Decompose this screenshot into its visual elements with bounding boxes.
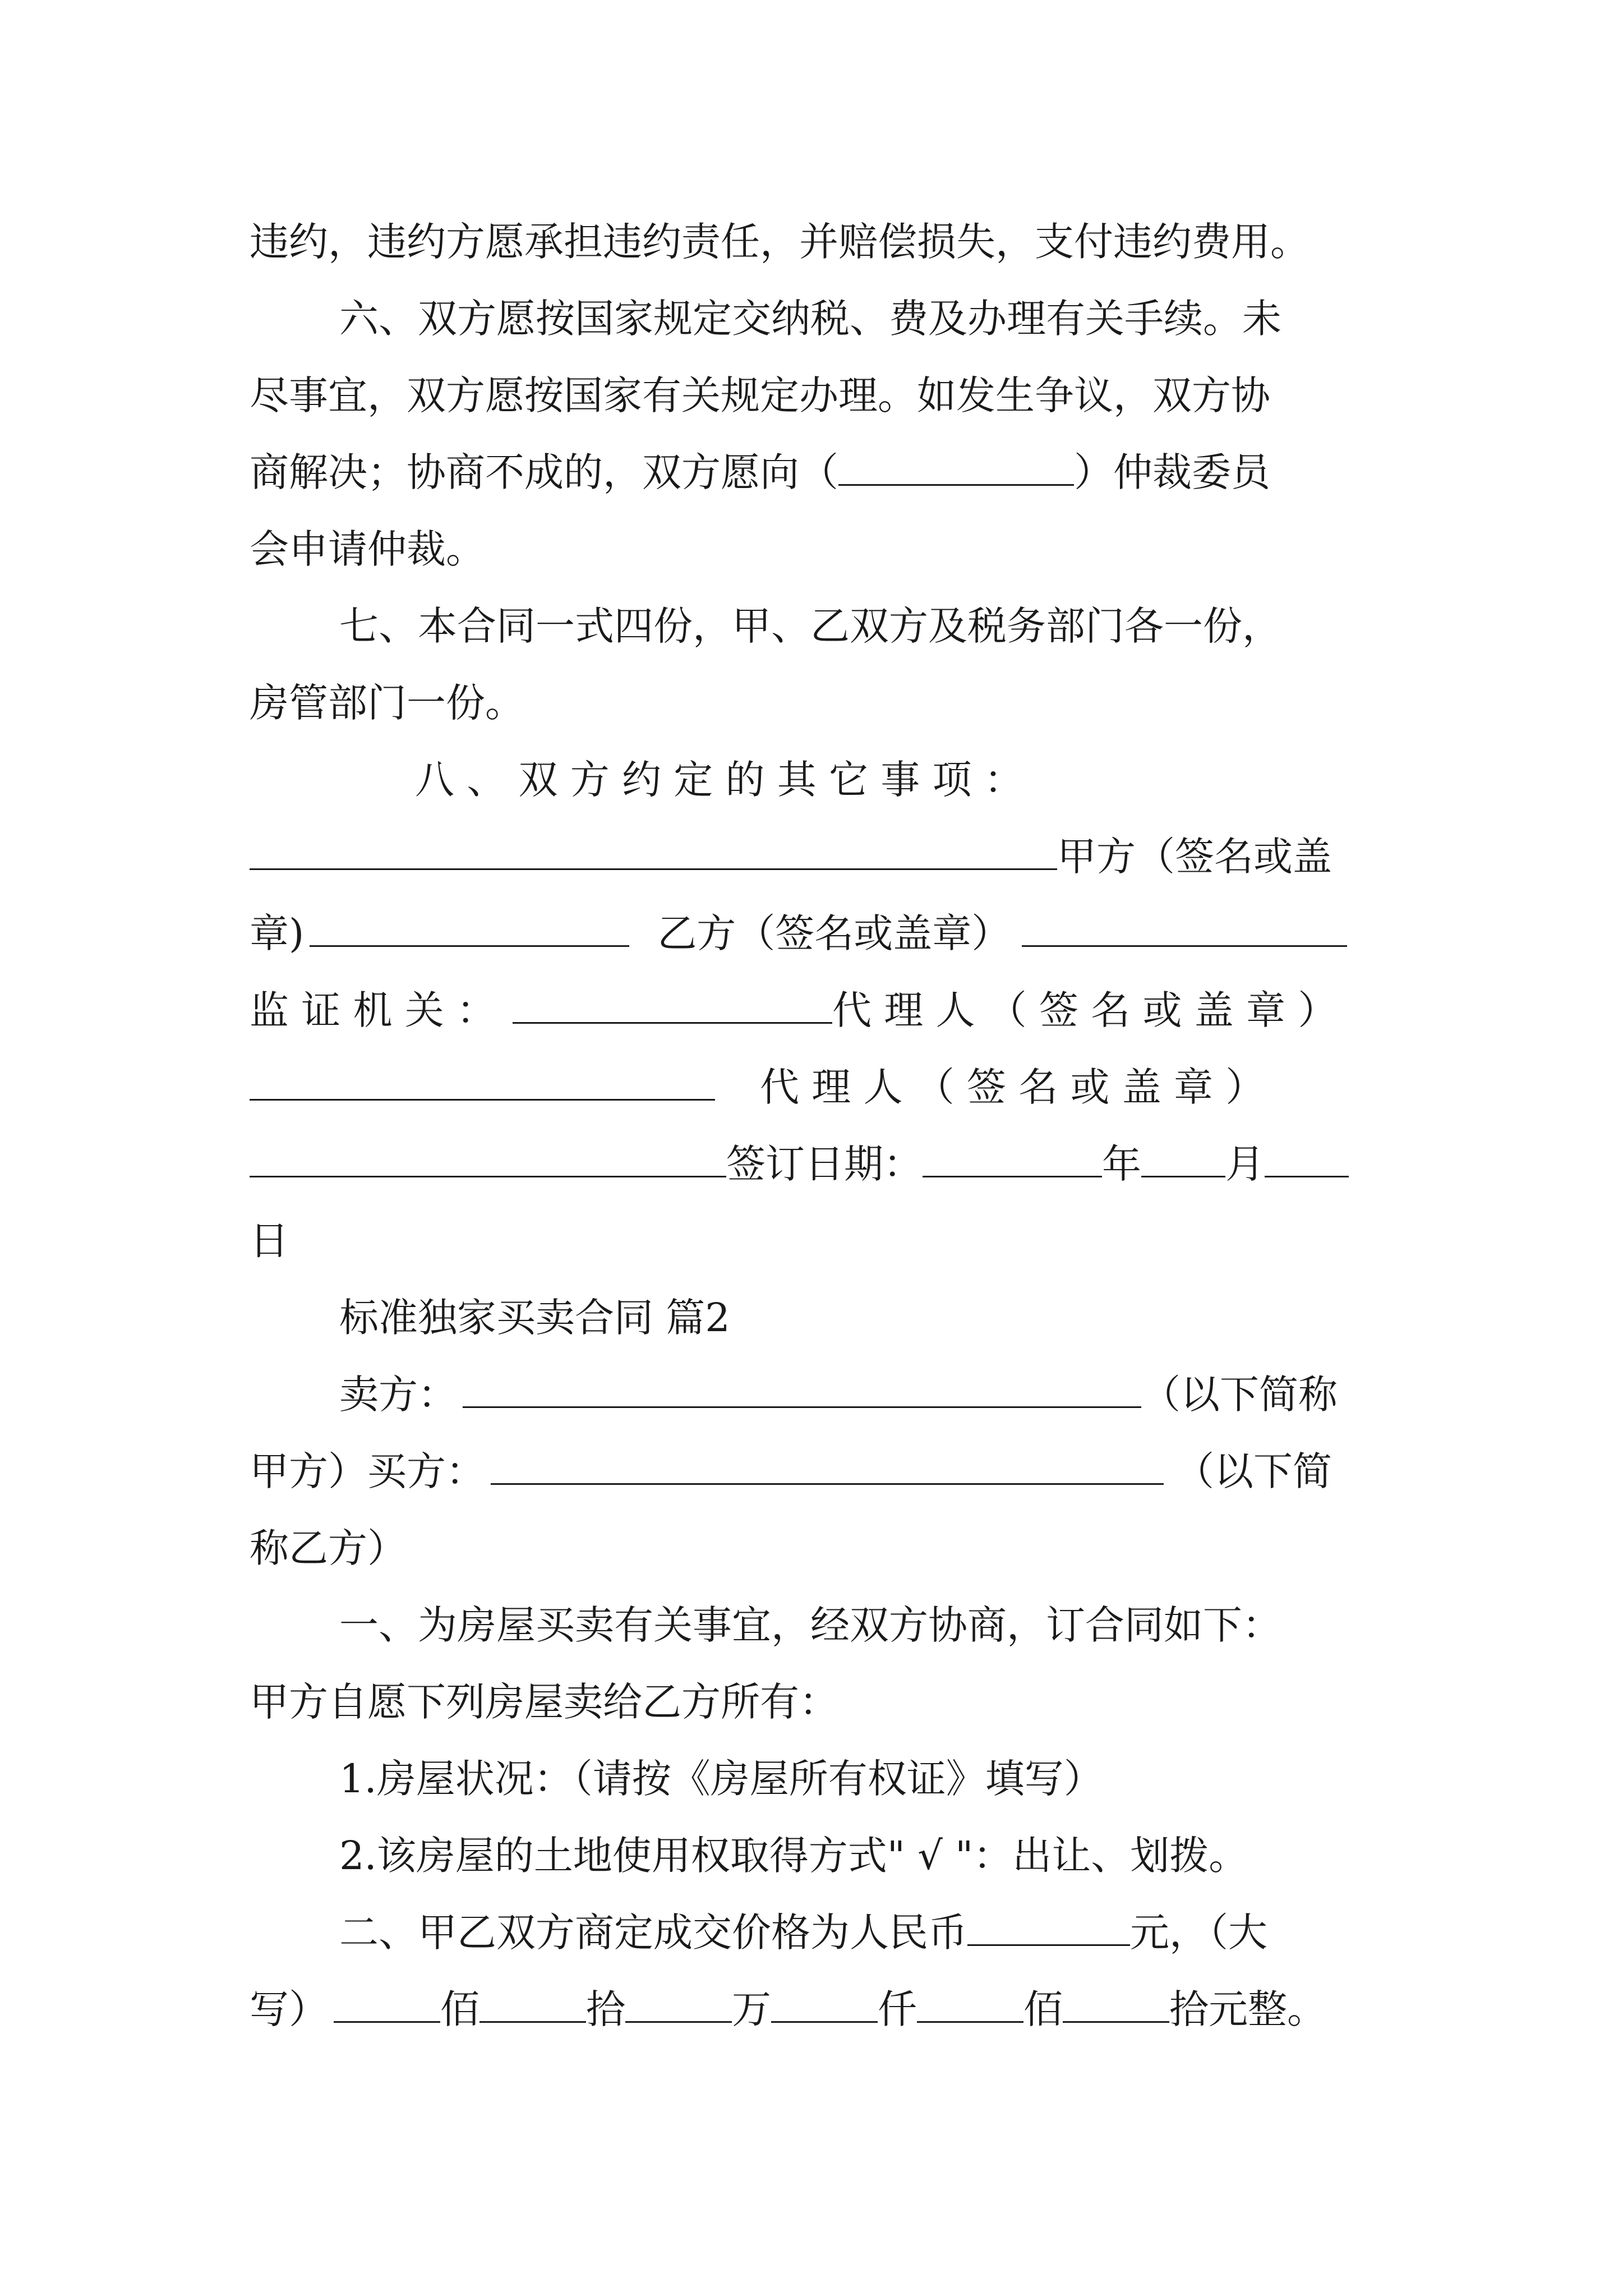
clause-six-text: ）仲裁委员 (1074, 449, 1270, 495)
party-a-signature-blank[interactable] (310, 910, 629, 947)
paragraph-line (250, 1056, 1374, 1118)
paragraph-line (250, 1441, 1374, 1502)
paragraph-line (250, 211, 1374, 273)
amount-blank[interactable] (479, 1986, 586, 2023)
clause-eight-heading: 八 、 双 方 约 定 的 其 它 事 项 ： (415, 757, 1023, 803)
paragraph-line (339, 1748, 1374, 1810)
clause-six-text: 六、双方愿按国家规定交纳税、费及办理有关手续。未 (339, 296, 1281, 342)
price-amount-blank[interactable] (967, 1910, 1130, 1946)
signing-month-blank[interactable] (1141, 1141, 1225, 1177)
seller-name-blank[interactable] (463, 1372, 1141, 1408)
amount-blank[interactable] (917, 1986, 1023, 2023)
paragraph-line (250, 518, 1374, 580)
section-title: 标准独家买卖合同 篇2 (339, 1295, 730, 1341)
signing-date-label: 签订日期： (726, 1141, 923, 1187)
house-status-item: 1.房屋状况：（请按《房屋所有权证》填写） (339, 1756, 1103, 1802)
paragraph-line (250, 1517, 1374, 1579)
month-label: 月 (1225, 1141, 1265, 1187)
supervising-authority-label: 监 证 机 关 ： (250, 987, 496, 1033)
agent-signature-label: 代 理 人 （ 签 名 或 盖 章 ） (760, 1064, 1265, 1110)
year-label: 年 (1102, 1141, 1141, 1187)
capital-amount-label: 写） (250, 1986, 328, 2032)
unit-label: 佰 (1023, 1986, 1063, 2032)
amount-blank[interactable] (771, 1986, 878, 2023)
paragraph-line (339, 1902, 1374, 1963)
paragraph-line (250, 1671, 1374, 1733)
clause-seven-text: 七、本合同一式四份，甲、乙双方及税务部门各一份， (339, 603, 1281, 649)
signing-year-blank[interactable] (923, 1141, 1102, 1177)
paragraph-line (250, 826, 1374, 887)
clause-two-text: 二、甲乙双方商定成交价格为人民币 (339, 1910, 967, 1955)
clause-one-text: 甲方自愿下列房屋卖给乙方所有： (250, 1679, 838, 1725)
paragraph-line (250, 441, 1374, 503)
paragraph-line (250, 1978, 1374, 2040)
signing-day-blank[interactable] (1265, 1141, 1349, 1177)
unit-label: 拾元整。 (1169, 1986, 1326, 2032)
day-label: 日 (250, 1218, 289, 1264)
paragraph-line (339, 1825, 1374, 1887)
clause-two-text: 元，（大 (1130, 1910, 1267, 1955)
agent-signature-label: 代 理 人 （ 签 名 或 盖 章 ） (832, 987, 1338, 1033)
paragraph-line (339, 1364, 1374, 1425)
agent-signature-blank[interactable] (250, 1141, 726, 1177)
buyer-name-blank[interactable] (491, 1448, 1164, 1485)
unit-label: 万 (732, 1986, 771, 2032)
paragraph-line (339, 1594, 1374, 1656)
other-matters-blank[interactable] (250, 834, 1057, 870)
paragraph-line (250, 672, 1374, 734)
paragraph-line (250, 903, 1374, 964)
party-a-signature-label: 甲方（签名或盖 (1057, 834, 1332, 880)
paragraph-line (250, 1133, 1374, 1195)
seller-alias-text: （以下简称 (1141, 1372, 1338, 1418)
buyer-label: 甲方）买方： (250, 1448, 485, 1494)
seller-label: 卖方： (339, 1372, 457, 1418)
amount-blank[interactable] (334, 1986, 440, 2023)
amount-blank[interactable] (625, 1986, 732, 2023)
amount-blank[interactable] (1063, 1986, 1169, 2023)
clause-six-text: 会申请仲裁。 (250, 526, 485, 572)
paragraph-line (250, 365, 1374, 426)
paragraph-line (250, 1210, 1374, 1272)
paragraph-line (339, 595, 1374, 657)
breach-clause-text: 违约，违约方愿承担违约责任，并赔偿损失，支付违约费用。 (250, 219, 1310, 265)
unit-label: 拾 (586, 1986, 625, 2032)
paragraph-line (415, 749, 1374, 811)
paragraph-line (339, 288, 1374, 349)
land-use-right-item: 2.该房屋的土地使用权取得方式" √ "：出让、划拨。 (339, 1833, 1248, 1879)
clause-six-text: 尽事宜，双方愿按国家有关规定办理。如发生争议，双方协 (250, 372, 1270, 418)
clause-six-text: 商解决；协商不成的，双方愿向（ (250, 449, 838, 495)
unit-label: 仟 (878, 1986, 917, 2032)
clause-seven-text: 房管部门一份。 (250, 680, 524, 726)
paragraph-line (339, 1287, 1374, 1349)
unit-label: 佰 (440, 1986, 479, 2032)
paragraph-line (250, 979, 1374, 1041)
party-a-signature-label: 章) (250, 910, 305, 956)
party-b-signature-label: 乙方（签名或盖章） (657, 910, 1011, 956)
buyer-alias-text: 称乙方） (250, 1525, 407, 1571)
clause-one-text: 一、为房屋买卖有关事宜，经双方协商，订合同如下： (339, 1602, 1281, 1648)
arbitration-committee-blank[interactable] (838, 449, 1074, 486)
party-b-signature-blank[interactable] (1022, 910, 1347, 947)
agent-signature-blank[interactable] (250, 1064, 715, 1101)
buyer-alias-text: （以下简 (1175, 1448, 1332, 1494)
supervising-authority-blank[interactable] (513, 987, 832, 1024)
